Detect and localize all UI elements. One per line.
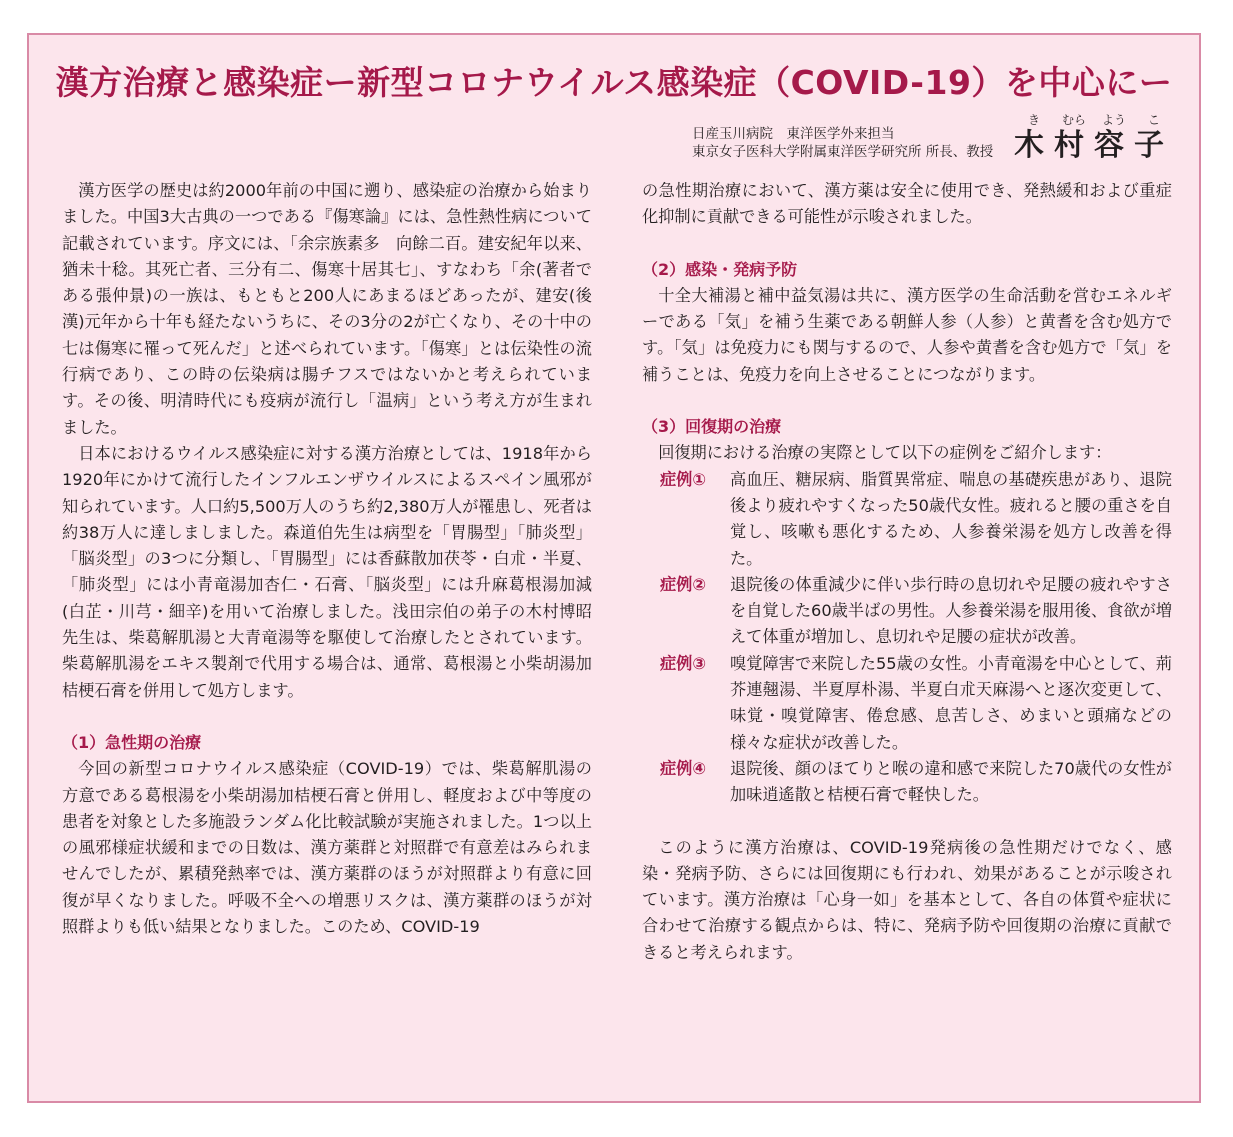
- conclusion-paragraph: このように漢方治療は、COVID-19発病後の急性期だけでなく、感染・発病予防、さらには回復期にも行われ、効果があることが示唆されています。漢方治療は「心身一如」を基本として、各自の体質や症状に合わせて治療する観点からは、特に、発病予防や回復期の治療に貢献できると考えられます。: [642, 837, 1172, 962]
- acute-treatment-paragraph: 今回の新型コロナウイルス感染症（COVID-19）では、柴葛解肌湯の方意である葛根湯を小柴胡湯加桔梗石膏と併用し、軽度および中等度の患者を対象とした多施設ランダム化比較試験が実施されました。1つ以上の風邪様症状緩和までの日数は、漢方薬群と対照群で有意差はみられませんでしたが、累積発熱率では、漢方薬群のほうが対照群より有意に回復が早くなりました。呼吸不全への増悪リスクは、漢方薬群のほうが対照群よりも低い結果となりました。このため、COVID-19: [62, 759, 592, 937]
- case-label: 症例④: [660, 758, 707, 778]
- affiliation-line-2: 東京女子医科大学附属東洋医学研究所 所長、教授: [692, 144, 994, 160]
- history-paragraph: 漢方医学の歴史は約2000年前の中国に遡り、感染症の治療から始まりました。中国3大古典の一つである『傷寒論』には、急性熱性病について記載されています。序文には、「余宗族素多 向餘二百。建安紀年以来、猶未十稔。其死亡者、三分有二、傷寒十居其七」、すなわち「余(著者である張仲景)の一族は、もともと200人にあまるほどあったが、建安(後漢)元年から十年も経たないうちに、その3分の2が亡くなり、その十中の七は傷寒に罹って死んだ」と述べられています。「傷寒」とは伝染性の流行病であり、この時の伝染病は腸チフスではないかと考えられています。その後、明清時代にも疫病が流行し「温病」という考え方が生まれました。: [62, 181, 592, 437]
- recovery-intro: 回復期における治療の実際として以下の症例をご紹介します：: [658, 443, 1112, 463]
- author-block: [1014, 111, 1174, 164]
- furigana-ko: こ: [1147, 113, 1160, 127]
- author-furigana: [1014, 111, 1174, 128]
- case-label: 症例①: [660, 469, 707, 489]
- section-heading-acute: （1）急性期の治療: [62, 732, 202, 752]
- furigana-you: よう: [1101, 113, 1126, 127]
- japan-history-paragraph: 日本におけるウイルス感染症に対する漢方治療としては、1918年から1920年にかけて流行したインフルエンザウイルスによるスペイン風邪が知られています。人口約5,500万人のうち約2,380万人が罹患し、死者は約38万人に達しましました。森道伯先生は病型を「胃腸型」「肺炎型」「脳炎型」の3つに分類し、「胃腸型」には香蘇散加茯苓・白朮・半夏、「肺炎型」には小青竜湯加杏仁・石膏、「脳炎型」には升麻葛根湯加減(白芷・川芎・細辛)を用いて治療しました。浅田宗伯の弟子の木村博昭先生は、柴葛解肌湯と大青竜湯等を駆使して治療したとされています。柴葛解肌湯をエキス製剤で代用する場合は、通常、葛根湯と小柴胡湯加桔梗石膏を併用して処方します。: [62, 443, 592, 700]
- case-item: [642, 467, 1172, 572]
- article-title: 漢方治療と感染症ー新型コロナウイルス感染症（COVID-19）を中心にー: [55, 63, 1173, 102]
- section-heading-prevention: （2）感染・発病予防: [642, 259, 798, 279]
- affiliation-line-1: 日産玉川病院 東洋医学外来担当: [692, 126, 895, 142]
- furigana-mura: むら: [1061, 113, 1086, 127]
- case-text: 嗅覚障害で来院した55歳の女性。小青竜湯を中心として、荊芥連翹湯、半夏厚朴湯、半夏白朮天麻湯へと逐次変更して、味覚・嗅覚障害、倦怠感、息苦しさ、めまいと頭痛などの様々な症状が改善した。: [730, 653, 1172, 752]
- case-item: [642, 651, 1172, 756]
- section-heading-recovery: （3）回復期の治療: [642, 417, 782, 437]
- author-name: 木村容子: [1014, 128, 1174, 163]
- article-frame: [27, 33, 1201, 1103]
- furigana-ki: き: [1027, 113, 1040, 127]
- author-affiliation: [692, 125, 993, 161]
- case-item: [642, 572, 1172, 651]
- case-text: 退院後の体重減少に伴い歩行時の息切れや足腰の疲れやすさを自覚した60歳半ばの男性。人参養栄湯を服用後、食欲が増えて体重が増加し、息切れや足腰の症状が改善。: [730, 574, 1172, 647]
- left-column: [62, 178, 592, 940]
- case-text: 高血圧、糖尿病、脂質異常症、喘息の基礎疾患があり、退院後より疲れやすくなった50歳代女性。疲れると腰の重さを自覚し、咳嗽も悪化するため、人参養栄湯を処方し改善を得た。: [730, 469, 1172, 568]
- case-text: 退院後、顔のほてりと喉の違和感で来院した70歳代の女性が加味逍遙散と桔梗石膏で軽快した。: [730, 758, 1172, 805]
- acute-continuation-paragraph: の急性期治療において、漢方薬は安全に使用でき、発熱緩和および重症化抑制に貢献できる可能性が示唆されました。: [642, 181, 1172, 227]
- case-label: 症例③: [660, 653, 707, 673]
- case-item: [642, 756, 1172, 809]
- prevention-paragraph: 十全大補湯と補中益気湯は共に、漢方医学の生命活動を営むエネルギーである「気」を補う生薬である朝鮮人参（人参）と黄耆を含む処方です。「気」は免疫力にも関与するので、人参や黄耆を含む処方で「気」を補うことは、免疫力を向上させることにつながります。: [642, 285, 1172, 384]
- case-label: 症例②: [660, 574, 707, 594]
- right-column: [642, 178, 1172, 966]
